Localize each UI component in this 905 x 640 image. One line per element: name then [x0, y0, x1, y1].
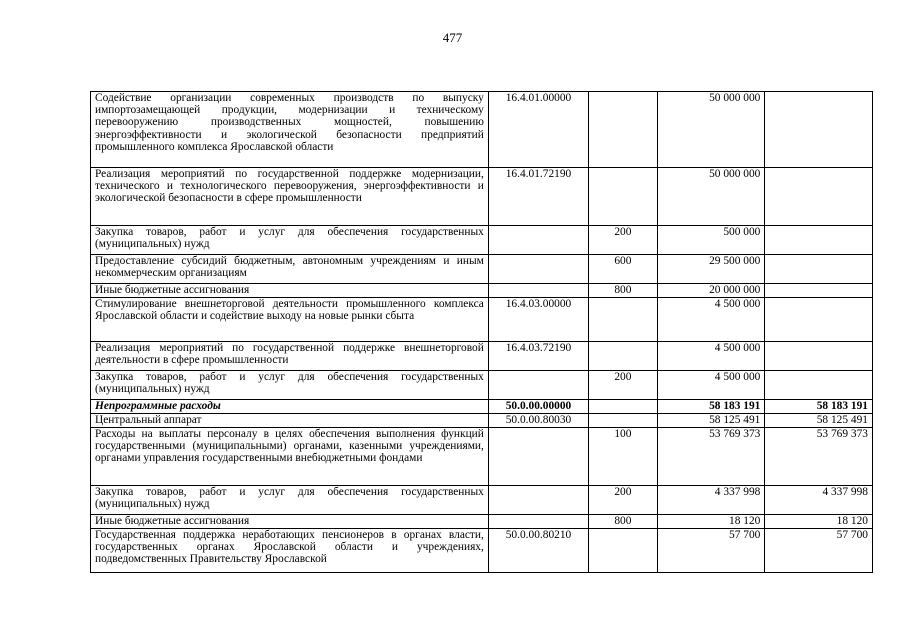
item-name-cell: Реализация мероприятий по государственной поддержке модернизации, технического и технологического перевооружения, энергоэффективности и экологической безопасности в сфере промышленности: [91, 168, 489, 226]
amount-cell-2: 4 337 998: [765, 486, 873, 515]
expense-type-cell: [589, 168, 658, 226]
table-row: [91, 168, 873, 226]
expense-type-cell: [589, 92, 658, 168]
amount-cell: 58 125 491: [657, 414, 765, 428]
amount-cell: 50 000 000: [657, 92, 765, 168]
item-name-cell: Центральный аппарат: [91, 414, 489, 428]
amount-cell-2: 58 125 491: [765, 414, 873, 428]
table-row: [91, 226, 873, 255]
expense-type-cell: 200: [589, 371, 658, 400]
item-name-cell: Закупка товаров, работ и услуг для обеспечения государственных (муниципальных) нужд: [91, 371, 489, 400]
target-code-cell: [488, 255, 588, 284]
amount-cell: 58 183 191: [657, 400, 765, 414]
target-code-cell: 50.0.00.80210: [488, 529, 588, 573]
amount-cell: 29 500 000: [657, 255, 765, 284]
amount-cell-2: [765, 92, 873, 168]
item-name-cell: Предоставление субсидий бюджетным, автономным учреждениям и иным некоммерческим организациям: [91, 255, 489, 284]
amount-cell: 4 500 000: [657, 371, 765, 400]
amount-cell: 4 500 000: [657, 298, 765, 342]
item-name-cell: Содействие организации современных производств по выпуску импортозамещающей продукции, модернизации и техническому перевооружению производственных мощностей, повышению энергоэффективности и экологической безопасности предприятий промышленного комплекса Ярославской области: [91, 92, 489, 168]
target-code-cell: 16.4.03.72190: [488, 342, 588, 371]
item-name-cell: Непрограммные расходы: [91, 400, 489, 414]
item-name-cell: Закупка товаров, работ и услуг для обеспечения государственных (муниципальных) нужд: [91, 226, 489, 255]
item-name-cell: Иные бюджетные ассигнования: [91, 284, 489, 298]
amount-cell: 50 000 000: [657, 168, 765, 226]
target-code-cell: [488, 428, 588, 486]
target-code-cell: [488, 284, 588, 298]
expense-type-cell: [589, 414, 658, 428]
target-code-cell: 16.4.01.72190: [488, 168, 588, 226]
table-row: [91, 486, 873, 515]
amount-cell: 18 120: [657, 515, 765, 529]
expense-type-cell: [589, 400, 658, 414]
expense-type-cell: 600: [589, 255, 658, 284]
item-name-cell: Расходы на выплаты персоналу в целях обеспечения выполнения функций государственными (муниципальными) органами, казенными учреждениями, органами управления государственными внебюджетными фондами: [91, 428, 489, 486]
target-code-cell: [488, 486, 588, 515]
target-code-cell: 16.4.01.00000: [488, 92, 588, 168]
amount-cell-2: [765, 168, 873, 226]
amount-cell-2: [765, 371, 873, 400]
amount-cell: 20 000 000: [657, 284, 765, 298]
amount-cell: 500 000: [657, 226, 765, 255]
item-name-cell: Государственная поддержка неработающих пенсионеров в органах власти, государственных органах Ярославской области и учреждениях, подведомственных Правительству Ярославской: [91, 529, 489, 573]
table-row: [91, 371, 873, 400]
table-row: [91, 515, 873, 529]
item-name-cell: Закупка товаров, работ и услуг для обеспечения государственных (муниципальных) нужд: [91, 486, 489, 515]
expense-type-cell: 200: [589, 486, 658, 515]
item-name-cell: Иные бюджетные ассигнования: [91, 515, 489, 529]
item-name-cell: Реализация мероприятий по государственной поддержке внешнеторговой деятельности в сфере промышленности: [91, 342, 489, 371]
amount-cell-2: 57 700: [765, 529, 873, 573]
target-code-cell: [488, 515, 588, 529]
expense-type-cell: 200: [589, 226, 658, 255]
page-number: 477: [442, 30, 463, 45]
target-code-cell: [488, 371, 588, 400]
expense-type-cell: 800: [589, 515, 658, 529]
amount-cell-2: [765, 255, 873, 284]
amount-cell-2: [765, 298, 873, 342]
target-code-cell: 16.4.03.00000: [488, 298, 588, 342]
table-row: [91, 92, 873, 168]
table-row: [91, 529, 873, 573]
target-code-cell: 50.0.00.00000: [488, 400, 588, 414]
table-row: [91, 298, 873, 342]
amount-cell-2: 58 183 191: [765, 400, 873, 414]
table-row: [91, 400, 873, 414]
expense-type-cell: [589, 342, 658, 371]
expense-type-cell: 100: [589, 428, 658, 486]
amount-cell-2: 18 120: [765, 515, 873, 529]
amount-cell: 4 500 000: [657, 342, 765, 371]
budget-table: [90, 91, 873, 573]
target-code-cell: [488, 226, 588, 255]
item-name-cell: Стимулирование внешнеторговой деятельности промышленного комплекса Ярославской области и содействие выходу на новые рынки сбыта: [91, 298, 489, 342]
target-code-cell: 50.0.00.80030: [488, 414, 588, 428]
budget-table-body: [91, 92, 873, 573]
table-row: [91, 255, 873, 284]
amount-cell-2: [765, 284, 873, 298]
table-row: [91, 284, 873, 298]
expense-type-cell: [589, 529, 658, 573]
amount-cell-2: 53 769 373: [765, 428, 873, 486]
table-row: [91, 414, 873, 428]
expense-type-cell: 800: [589, 284, 658, 298]
amount-cell-2: [765, 226, 873, 255]
amount-cell: 53 769 373: [657, 428, 765, 486]
table-row: [91, 428, 873, 486]
expense-type-cell: [589, 298, 658, 342]
amount-cell-2: [765, 342, 873, 371]
amount-cell: 4 337 998: [657, 486, 765, 515]
table-row: [91, 342, 873, 371]
amount-cell: 57 700: [657, 529, 765, 573]
